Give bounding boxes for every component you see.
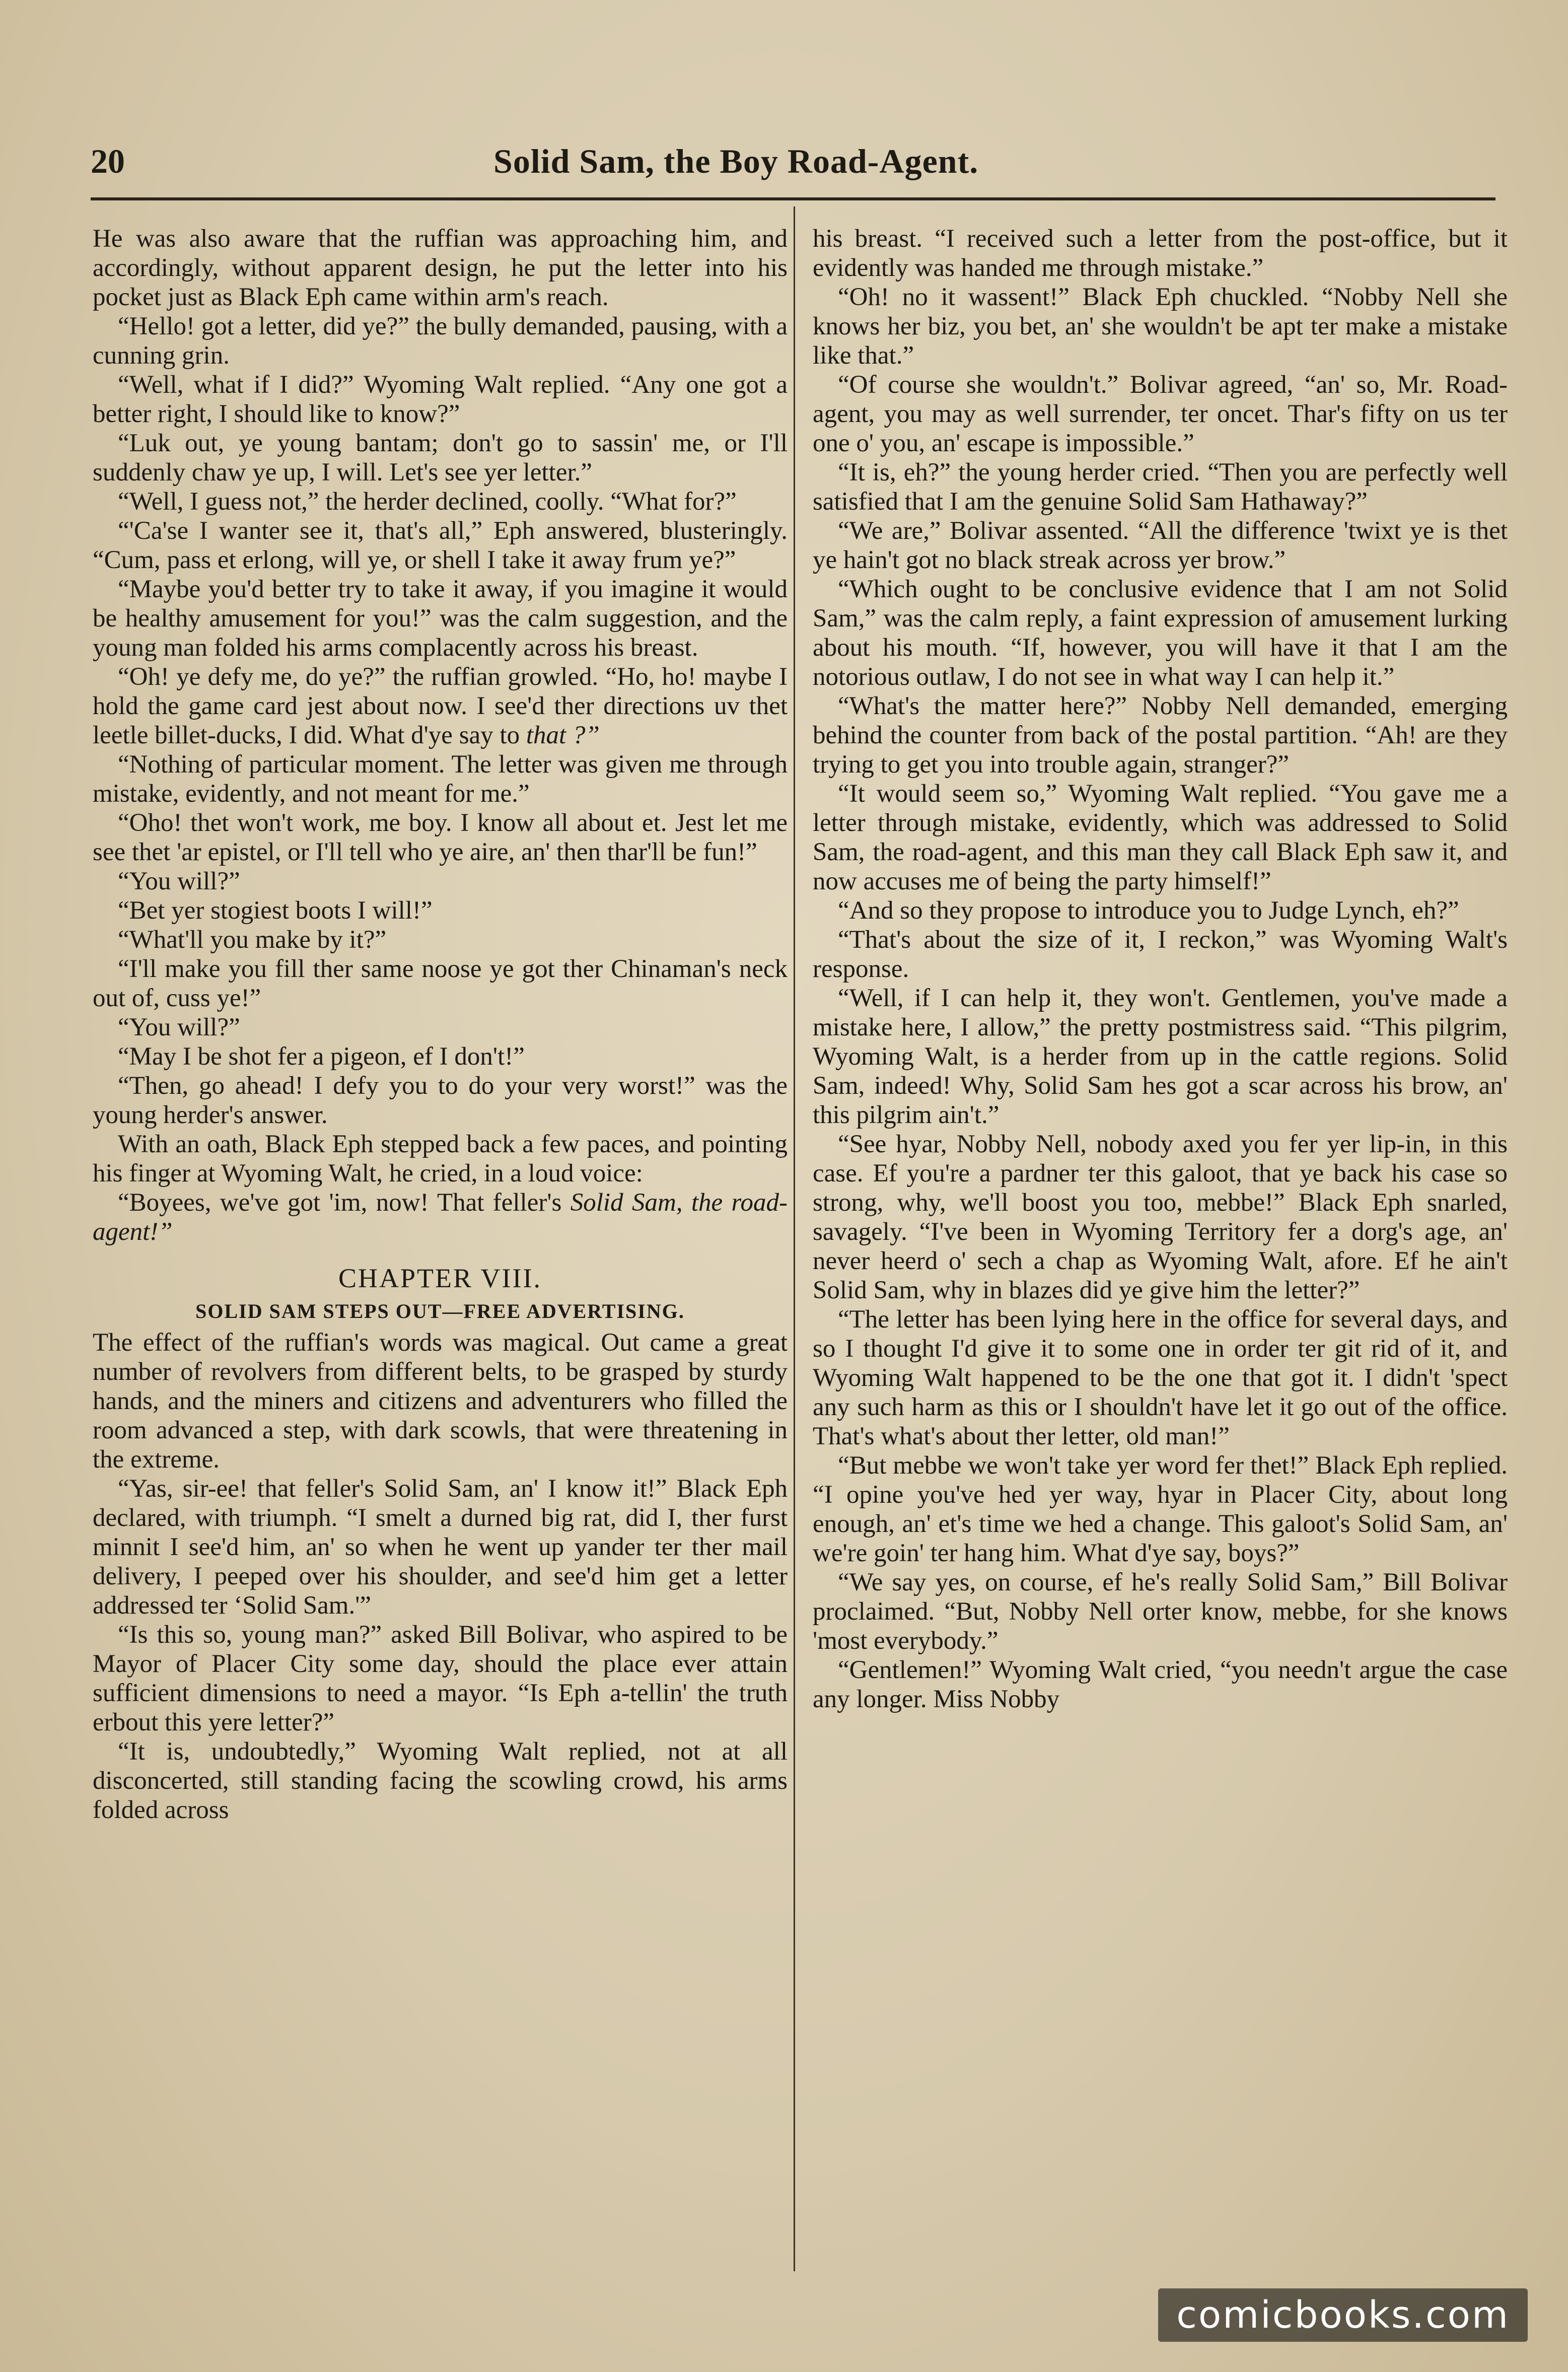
paragraph: “Well, if I can help it, they won't. Gentlemen, you've made a mistake here, I allow,” the pretty postmistress said. “This pilgrim, Wyoming Walt, is a herder from up in the cattle regions. Solid Sam, indeed! Why, Solid Sam hes got a scar across his brow, an' this pilgrim ain't.” (813, 984, 1508, 1129)
paragraph-text: “Oh! ye defy me, do ye?” the ruffian growled. “Ho, ho! maybe I hold the game card jest about now. I see'd ther directions uv thet leetle billet-ducks, I did. What d'ye say to (93, 663, 788, 749)
paragraph: “Which ought to be conclusive evidence that I am not Solid Sam,” was the calm reply, a faint expression of amusement lurking about his mouth. “If, however, you will have it that I am the notorious outlaw, I do not see in what way I can help it.” (813, 575, 1508, 691)
paragraph: He was also aware that the ruffian was approaching him, and accordingly, without apparent design, he put the letter into his pocket just as Black Eph came within arm's reach. (93, 225, 788, 311)
paragraph: “We say yes, on course, ef he's really Solid Sam,” Bill Bolivar proclaimed. “But, Nobby Nell orter know, mebbe, for she knows 'most everybody.” (813, 1568, 1508, 1655)
paragraph: “But mebbe we won't take yer word fer thet!” Black Eph replied. “I opine you've hed yer way, hyar in Placer City, about long enough, an' et's time we hed a change. This galoot's Solid Sam, an' we're goin' ter hang him. What d'ye say, boys?” (813, 1451, 1508, 1567)
paragraph: “The letter has been lying here in the office for several days, and so I thought I'd give it to some one in order ter git rid of it, and Wyoming Walt happened to be the one that got it. I didn't 'spect any such harm as this or I shouldn't have let it go out of the office. That's what's about ther letter, old man!” (813, 1305, 1508, 1450)
paragraph: “What'll you make by it?” (118, 926, 387, 954)
italic-text: that ?” (526, 721, 600, 749)
paragraph-text: “Boyees, we've got 'im, now! That feller's (118, 1189, 562, 1217)
paragraph: “Luk out, ye young bantam; don't go to sassin' me, or I'll suddenly chaw ye up, I will. Let's see yer letter.” (93, 429, 788, 486)
paragraph: “Is this so, young man?” asked Bill Bolivar, who aspired to be Mayor of Placer City some day, should the place ever attain sufficient dimensions to need a mayor. “Is Eph a-tellin' the truth erbout this yere letter?” (93, 1621, 788, 1736)
paragraph: “Oh! no it wassent!” Black Eph chuckled. “Nobby Nell she knows her biz, you bet, an' she wouldn't be apt ter make a mistake like that.” (813, 283, 1508, 370)
paragraph: “It is, eh?” the young herder cried. “Then you are perfectly well satisfied that I am the genuine Solid Sam Hathaway?” (813, 458, 1508, 516)
paragraph: “Bet yer stogiest boots I will!” (118, 896, 433, 925)
paragraph: “I'll make you fill ther same noose ye got ther Chinaman's neck out of, cuss ye!” (93, 955, 788, 1012)
paragraph: “You will?” (118, 1013, 240, 1041)
paragraph: “It would seem so,” Wyoming Walt replied. “You gave me a letter through mistake, evidently, which was addressed to Solid Sam, the road-agent, and this man they call Black Eph saw it, and now accuses me of being the party himself!” (813, 780, 1508, 895)
paragraph: his breast. “I received such a letter from the post-office, but it evidently was handed me through mistake.” (813, 225, 1508, 282)
paragraph: “Oho! thet won't work, me boy. I know all about et. Jest let me see thet 'ar epistel, or I'll tell who ye aire, an' then thar'll be fun!” (93, 809, 788, 866)
paragraph: “May I be shot fer a pigeon, ef I don't!” (118, 1042, 525, 1071)
paragraph: “You will?” (118, 867, 240, 895)
header-rule (91, 197, 1495, 200)
paragraph (93, 662, 788, 750)
paragraph: “What's the matter here?” Nobby Nell demanded, emerging behind the counter from back of the postal partition. “Ah! are they trying to get you into trouble again, stranger?” (813, 692, 1508, 779)
page-number: 20 (91, 142, 125, 180)
paragraph: “Gentlemen!” Wyoming Walt cried, “you needn't argue the case any longer. Miss Nobby (813, 1656, 1508, 1713)
left-column (93, 224, 788, 1825)
column-divider (794, 206, 795, 2271)
paragraph: “Hello! got a letter, did ye?” the bully demanded, pausing, with a cunning grin. (93, 312, 788, 370)
watermark-logo: comicbooks.com (1158, 2288, 1528, 2342)
paragraph: “Of course she wouldn't.” Bolivar agreed, “an' so, Mr. Road-agent, you may as well surrender, ter oncet. Thar's fifty on us ter one o' you, an' escape is impossible.” (813, 371, 1508, 457)
paragraph: “Well, what if I did?” Wyoming Walt replied. “Any one got a better right, I should like to know?” (93, 371, 788, 428)
paragraph: The effect of the ruffian's words was magical. Out came a great number of revolvers from different belts, to be grasped by sturdy hands, and the miners and citizens and adventurers who filled the room advanced a step, with dark scowls, that were threatening in the extreme. (93, 1329, 788, 1474)
running-title: Solid Sam, the Boy Road-Agent. (493, 142, 979, 180)
right-column (813, 224, 1508, 1714)
chapter-title: CHAPTER VIII. (338, 1263, 542, 1293)
italic-text: Solid Sam, the road-agent!” (93, 1189, 788, 1246)
paragraph: “That's about the size of it, I reckon,” was Wyoming Walt's response. (813, 926, 1508, 983)
paragraph: With an oath, Black Eph stepped back a few paces, and pointing his finger at Wyoming Walt, he cried, in a loud voice: (93, 1130, 788, 1188)
paragraph: “See hyar, Nobby Nell, nobody axed you fer yer lip-in, in this case. Ef you're a pardner ter this galoot, that ye back his case so strong, why, we'll boost you too, mebbe!” Black Eph snarled, savagely. “I've been in Wyoming Territory fer a dorg's age, an' never heerd o' sech a chap as Wyoming Walt, afore. Ef he ain't Solid Sam, why in blazes did ye give him the letter?” (813, 1130, 1508, 1304)
page-header (91, 136, 1495, 191)
paragraph: “Yas, sir-ee! that feller's Solid Sam, an' I know it!” Black Eph declared, with triumph. “I smelt a durned big rat, did I, ther furst minnit I see'd him, an' so when he went up yander ter ther mail delivery, I peeped over his shoulder, and see'd him get a letter addressed ter ‘Solid Sam.'” (93, 1475, 788, 1620)
paragraph: “It is, undoubtedly,” Wyoming Walt replied, not at all disconcerted, still standing facing the scowling crowd, his arms folded across (93, 1737, 788, 1824)
paragraph: “Maybe you'd better try to take it away, if you imagine it would be healthy amusement for you!” was the calm suggestion, and the young man folded his arms complacently across his breast. (93, 575, 788, 662)
paragraph: “'Ca'se I wanter see it, that's all,” Eph answered, blusteringly. “Cum, pass et erlong, will ye, or shell I take it away frum ye?” (93, 517, 788, 574)
paragraph: “And so they propose to introduce you to Judge Lynch, eh?” (838, 896, 1459, 925)
paragraph: “Then, go ahead! I defy you to do your very worst!” was the young herder's answer. (93, 1072, 788, 1129)
paragraph (93, 1188, 788, 1246)
paragraph: “We are,” Bolivar assented. “All the difference 'twixt ye is thet ye hain't got no black streak across yer brow.” (813, 517, 1508, 574)
chapter-subtitle: SOLID SAM STEPS OUT—FREE ADVERTISING. (195, 1300, 685, 1322)
paragraph: “Nothing of particular moment. The letter was given me through mistake, evidently, and not meant for me.” (93, 750, 788, 808)
paragraph: “Well, I guess not,” the herder declined, coolly. “What for?” (118, 487, 737, 516)
